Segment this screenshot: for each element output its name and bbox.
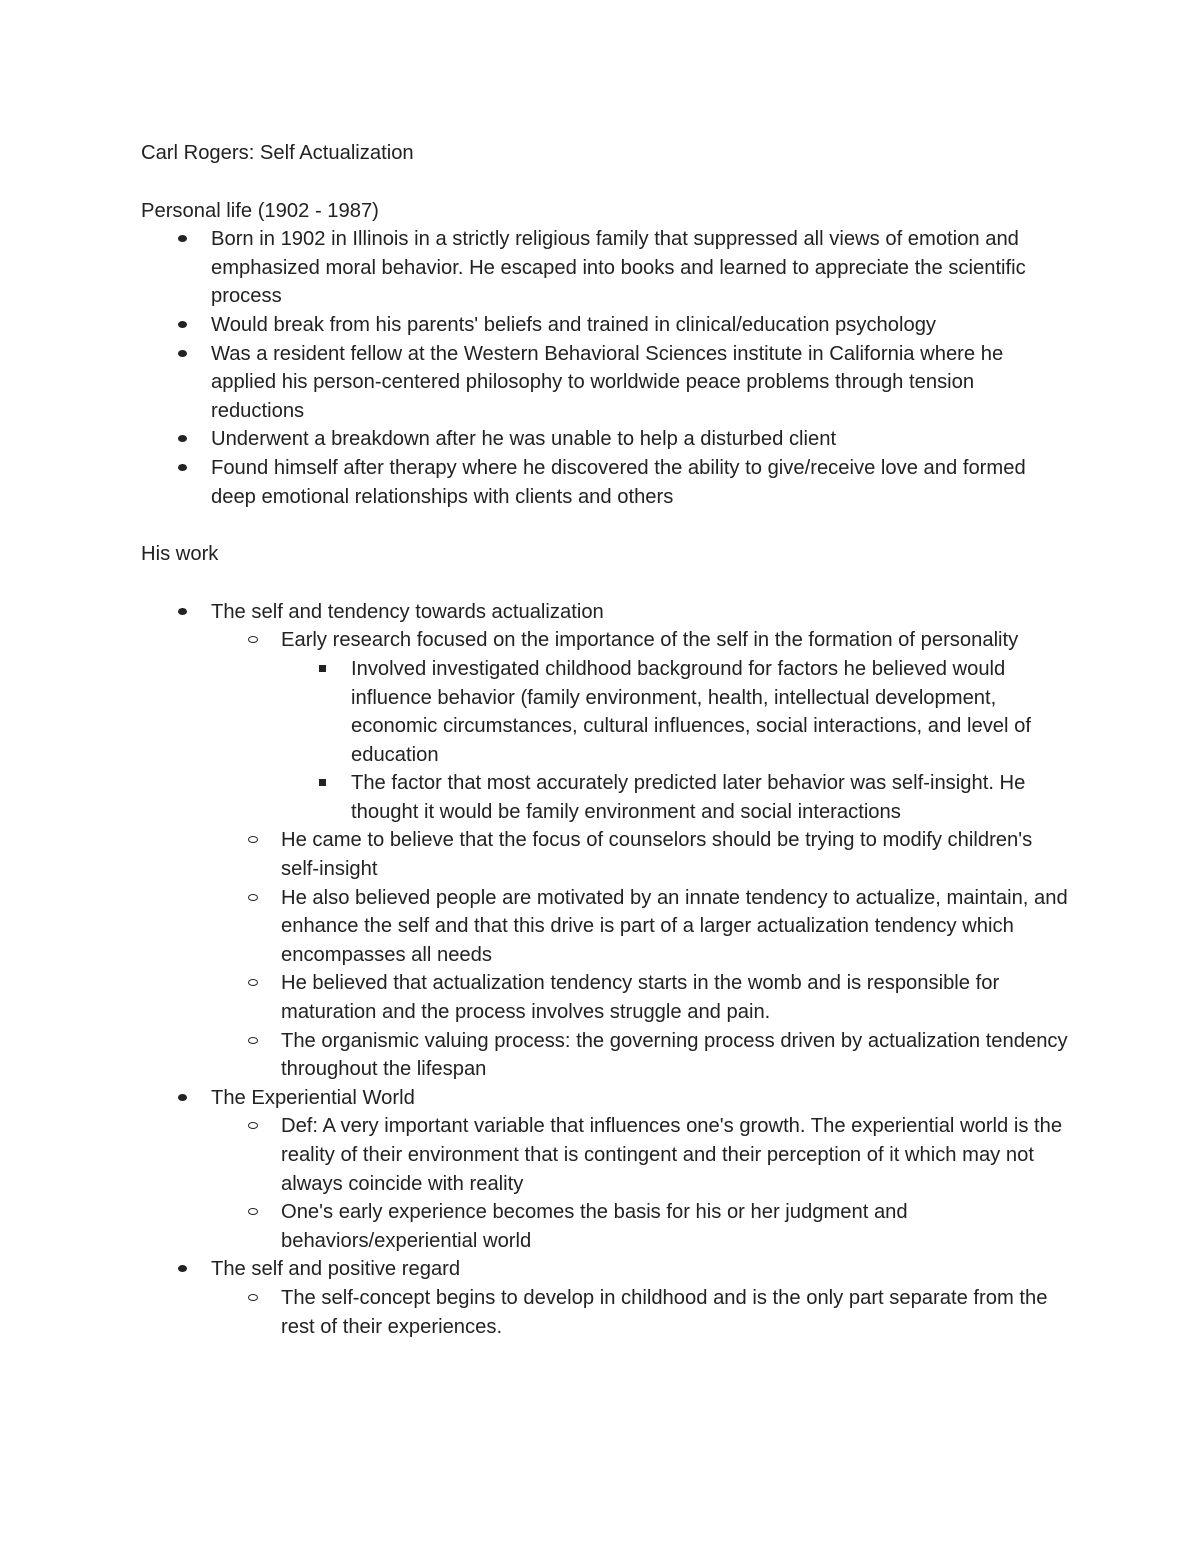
- list-item-text: One's early experience becomes the basis for his or her judgment and behaviors/experiential world: [281, 1201, 908, 1252]
- list-item: [211, 1112, 1071, 1198]
- list-item-text: Def: A very important variable that influences one's growth. The experiential world is the reality of their environment that is contingent and their perception of it which may not always coincide with reality: [281, 1115, 1063, 1195]
- list-item: [211, 969, 1071, 1026]
- bullet-circle-icon: [248, 1208, 258, 1215]
- list-item-text: The self and positive regard: [211, 1258, 461, 1281]
- bullet-circle-icon: [248, 1037, 258, 1044]
- list-item-text: Involved investigated childhood background for factors he believed would influence behavior (family environment, health, intellectual development, economic circumstances, cultural influences, social interactions, and level of education: [351, 657, 1031, 766]
- list-item: [211, 826, 1071, 883]
- sub-sub-list: [281, 655, 1071, 827]
- document-page: [141, 139, 1071, 1341]
- list-item: [141, 425, 1071, 454]
- bullet-circle-icon: [248, 979, 258, 986]
- bullet-circle-icon: [248, 836, 258, 843]
- list-item-text: He came to believe that the focus of counselors should be trying to modify children's self-insight: [281, 829, 1033, 881]
- list-item: [281, 769, 1071, 826]
- list-item-text: The Experiential World: [211, 1086, 415, 1109]
- his-work-list: [141, 598, 1071, 1341]
- section-heading-his-work: His work: [141, 543, 219, 566]
- bullet-disc-icon: [178, 321, 187, 328]
- list-item-text: The factor that most accurately predicted later behavior was self-insight. He thought it would be family environment and social interactions: [351, 772, 1026, 823]
- list-item: [211, 1198, 1071, 1255]
- bullet-disc-icon: [178, 1265, 187, 1272]
- bullet-disc-icon: [178, 350, 187, 357]
- list-item-text: Early research focused on the importance of the self in the formation of personality: [281, 629, 1019, 652]
- list-item: [211, 884, 1071, 970]
- sub-list: [211, 1112, 1071, 1255]
- list-item: [141, 311, 1071, 340]
- list-item-text: The self-concept begins to develop in childhood and is the only part separate from the rest of their experiences.: [281, 1286, 1048, 1338]
- list-item-text: Found himself after therapy where he discovered the ability to give/receive love and formed deep emotional relationships with clients and others: [211, 456, 1026, 508]
- list-item: [211, 626, 1071, 826]
- list-item: [141, 454, 1071, 511]
- spacer: [141, 168, 1071, 197]
- bullet-disc-icon: [178, 1094, 187, 1101]
- list-item: [211, 1284, 1071, 1341]
- list-item-text: Was a resident fellow at the Western Behavioral Sciences institute in California where he applied his person-centered philosophy to worldwide peace problems through tension reductions: [211, 342, 1004, 422]
- bullet-circle-icon: [248, 1122, 258, 1129]
- sub-list: [211, 1284, 1071, 1341]
- list-item: [211, 1027, 1071, 1084]
- bullet-circle-icon: [248, 894, 258, 901]
- list-item: [141, 340, 1071, 426]
- bullet-disc-icon: [178, 464, 187, 471]
- spacer: [141, 569, 1071, 598]
- personal-life-list: [141, 225, 1071, 511]
- sub-list: [211, 626, 1071, 1084]
- list-item: [141, 225, 1071, 311]
- spacer: [141, 511, 1071, 540]
- bullet-circle-icon: [248, 1294, 258, 1301]
- bullet-disc-icon: [178, 435, 187, 442]
- list-item: [281, 655, 1071, 769]
- list-item-text: The self and tendency towards actualization: [211, 600, 604, 623]
- bullet-disc-icon: [178, 608, 187, 615]
- bullet-square-icon: [319, 665, 326, 672]
- list-item: [141, 1255, 1071, 1341]
- document-title: Carl Rogers: Self Actualization: [141, 142, 414, 164]
- list-item: [141, 598, 1071, 1084]
- bullet-circle-icon: [248, 636, 258, 643]
- list-item: [141, 1084, 1071, 1256]
- bullet-square-icon: [319, 779, 326, 786]
- list-item-text: He believed that actualization tendency starts in the womb and is responsible for maturation and the process involves struggle and pain.: [281, 972, 1000, 1024]
- list-item-text: Born in 1902 in Illinois in a strictly religious family that suppressed all views of emotion and emphasized moral behavior. He escaped into books and learned to appreciate the scientific process: [211, 228, 1026, 308]
- bullet-disc-icon: [178, 235, 187, 242]
- list-item-text: Underwent a breakdown after he was unable to help a disturbed client: [211, 428, 837, 451]
- list-item-text: Would break from his parents' beliefs and trained in clinical/education psychology: [211, 313, 937, 336]
- list-item-text: He also believed people are motivated by an innate tendency to actualize, maintain, and enhance the self and that this drive is part of a larger actualization tendency which encompasses all needs: [281, 886, 1068, 966]
- list-item-text: The organismic valuing process: the governing process driven by actualization tendency throughout the lifespan: [281, 1029, 1068, 1081]
- section-heading-personal-life: Personal life (1902 - 1987): [141, 199, 379, 222]
